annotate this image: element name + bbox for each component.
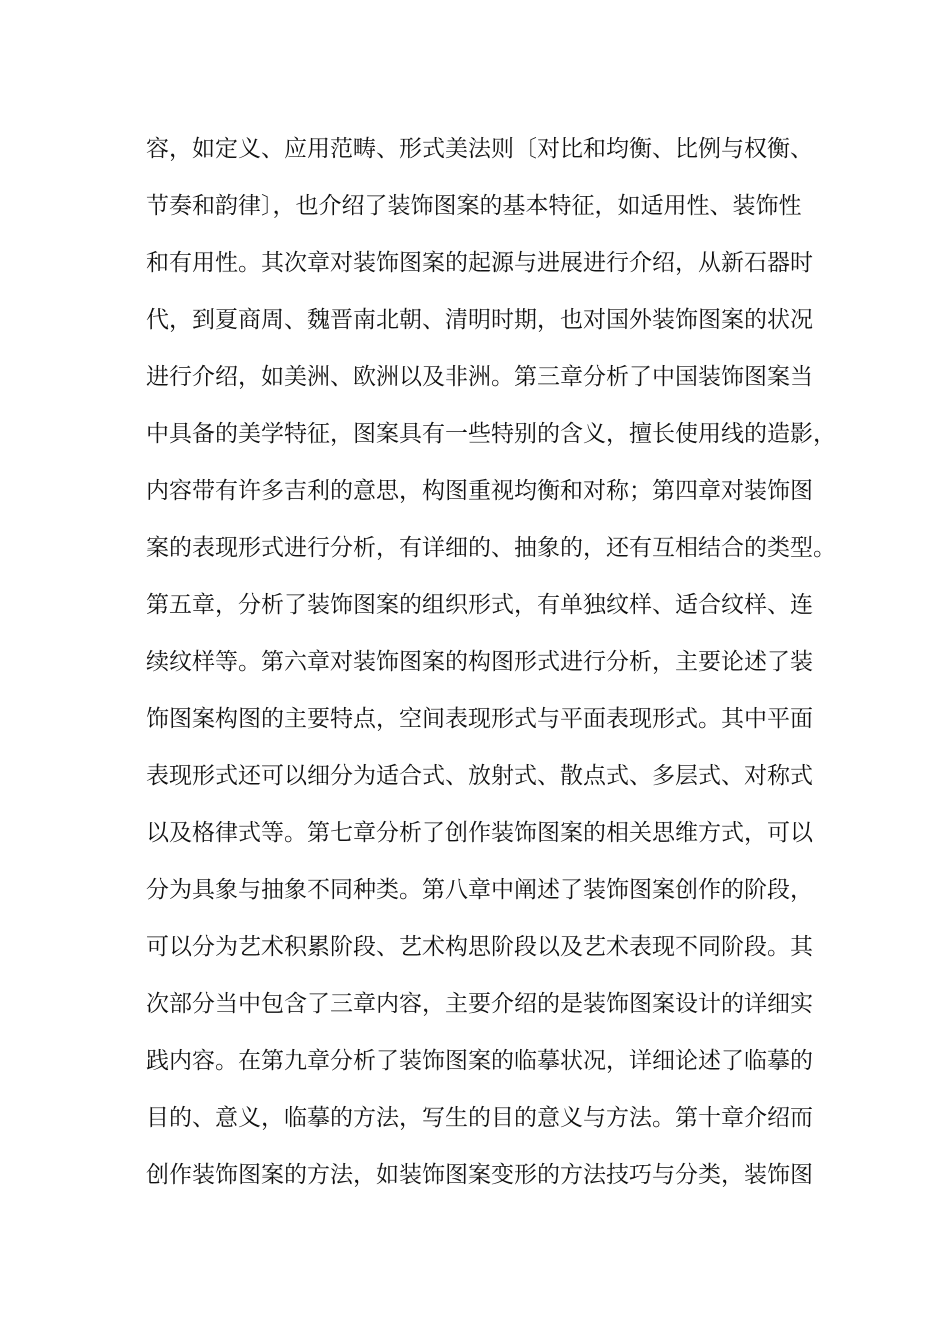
text-line: 和有用性。其次章对装饰图案的起源与进展进行介绍，从新石器时 xyxy=(146,250,813,276)
text-line: 践内容。在第九章分析了装饰图案的临摹状况，详细论述了临摹的 xyxy=(146,1048,813,1074)
body-paragraph xyxy=(146,129,836,1212)
text-line: 饰图案构图的主要特点，空间表现形式与平面表现形式。其中平面 xyxy=(146,706,813,732)
text-line: 次部分当中包含了三章内容，主要介绍的是装饰图案设计的详细实 xyxy=(146,991,813,1017)
text-line: 分为具象与抽象不同种类。第八章中阐述了装饰图案创作的阶段， xyxy=(146,877,813,903)
text-line: 中具备的美学特征，图案具有一些特别的含义，擅长使用线的造影， xyxy=(146,421,836,447)
text-line: 案的表现形式进行分析，有详细的、抽象的，还有互相结合的类型。 xyxy=(146,535,836,561)
text-line: 表现形式还可以细分为适合式、放射式、散点式、多层式、对称式 xyxy=(146,763,813,789)
text-line: 代，到夏商周、魏晋南北朝、清明时期，也对国外装饰图案的状况 xyxy=(146,307,813,333)
text-line: 续纹样等。第六章对装饰图案的构图形式进行分析，主要论述了装 xyxy=(146,649,813,675)
text-line: 内容带有许多吉利的意思，构图重视均衡和对称；第四章对装饰图 xyxy=(146,478,813,504)
text-line: 第五章，分析了装饰图案的组织形式，有单独纹样、适合纹样、连 xyxy=(146,592,813,618)
text-line: 容，如定义、应用范畴、形式美法则〔对比和均衡、比例与权衡、 xyxy=(146,136,813,162)
text-line: 进行介绍，如美洲、欧洲以及非洲。第三章分析了中国装饰图案当 xyxy=(146,364,813,390)
text-line: 创作装饰图案的方法，如装饰图案变形的方法技巧与分类，装饰图 xyxy=(146,1162,813,1188)
text-line: 可以分为艺术积累阶段、艺术构思阶段以及艺术表现不同阶段。其 xyxy=(146,934,813,960)
text-line: 以及格律式等。第七章分析了创作装饰图案的相关思维方式，可以 xyxy=(146,820,813,846)
text-line: 节奏和韵律〕，也介绍了装饰图案的基本特征，如适用性、装饰性 xyxy=(146,193,802,219)
text-line: 目的、意义，临摹的方法，写生的目的意义与方法。第十章介绍而 xyxy=(146,1105,813,1131)
